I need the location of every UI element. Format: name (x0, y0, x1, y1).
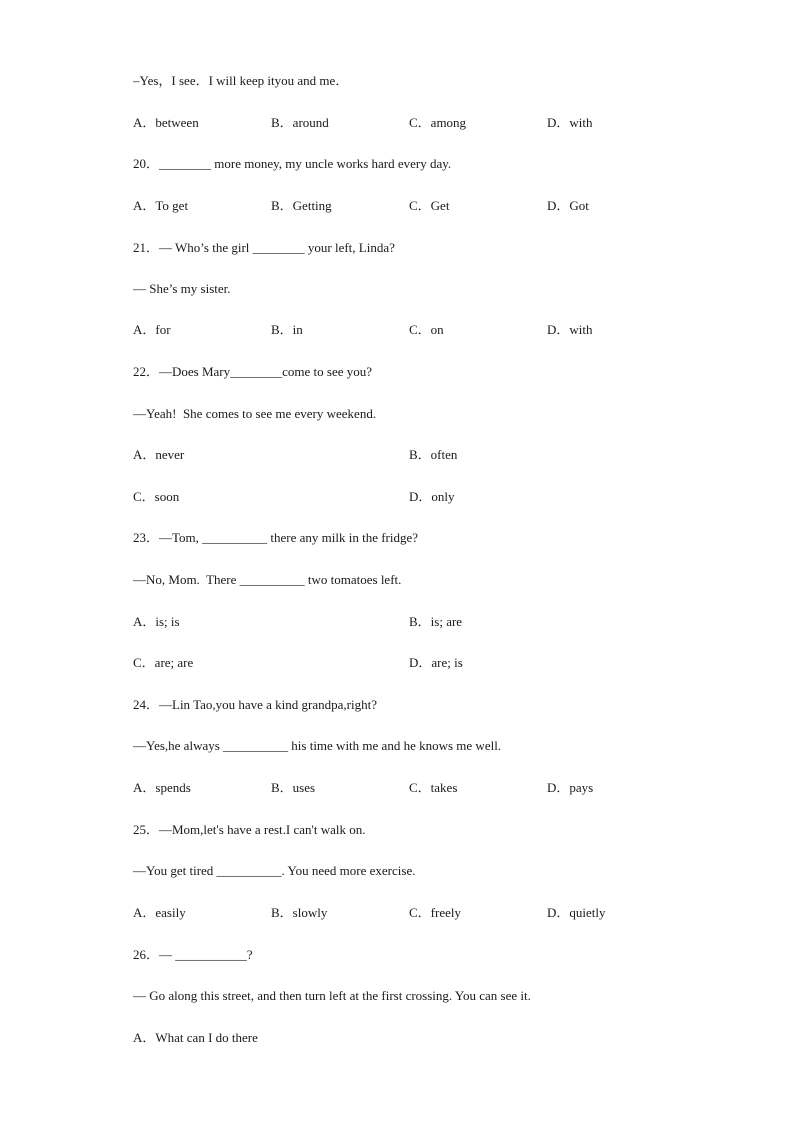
q22-option-d: D．only (409, 489, 455, 504)
q26-stem: 26．— ___________? (133, 947, 253, 962)
q20-option-a: A．To get (133, 198, 189, 213)
q25-option-b: B．slowly (271, 905, 328, 920)
q22-option-a: A．never (133, 447, 185, 462)
q25-option-d: D．quietly (547, 905, 606, 920)
q21-option-d: D．with (547, 322, 593, 337)
q19-option-b: B．around (271, 115, 329, 130)
q24-option-b: B．uses (271, 780, 316, 795)
q21-answer-line: — She’s my sister. (133, 281, 231, 296)
q22-answer-line: —Yeah! She comes to see me every weekend. (133, 406, 377, 421)
q19-answer-line: –Yes，I see．I will keep ityou and me． (133, 73, 349, 88)
q20-option-c: C．Get (409, 198, 450, 213)
q24-stem: 24．—Lin Tao,you have a kind grandpa,right? (133, 697, 377, 712)
q24-option-a: A．spends (133, 780, 191, 795)
q21-stem: 21．— Who’s the girl ________ your left, Linda? (133, 240, 395, 255)
q22-option-c: C．soon (133, 489, 180, 504)
q19-option-c: C．among (409, 115, 467, 130)
q25-stem: 25．—Mom,let's have a rest.I can't walk on. (133, 822, 366, 837)
q25-option-c: C．freely (409, 905, 461, 920)
q24-option-d: D．pays (547, 780, 594, 795)
q26-answer-line: — Go along this street, and then turn left at the first crossing. You can see it. (133, 988, 531, 1003)
q24-answer-line: —Yes,he always __________ his time with me and he knows me well. (133, 738, 502, 753)
q23-option-b: B．is; are (409, 614, 463, 629)
q20-stem: 20．________ more money, my uncle works hard every day. (133, 156, 452, 171)
q21-option-b: B．in (271, 322, 303, 337)
q22-option-b: B．often (409, 447, 458, 462)
q23-option-d: D．are; is (409, 655, 463, 670)
q19-option-d: D．with (547, 115, 593, 130)
q24-option-c: C．takes (409, 780, 458, 795)
q23-answer-line: —No, Mom. There __________ two tomatoes left. (133, 572, 402, 587)
q19-option-a: A．between (133, 115, 199, 130)
q22-stem: 22．—Does Mary________come to see you? (133, 364, 373, 379)
q25-answer-line: —You get tired __________. You need more exercise. (133, 863, 416, 878)
q23-stem: 23．—Tom, __________ there any milk in the fridge? (133, 530, 419, 545)
q21-option-a: A．for (133, 322, 171, 337)
q25-option-a: A．easily (133, 905, 186, 920)
q20-option-b: B．Getting (271, 198, 332, 213)
q21-option-c: C．on (409, 322, 444, 337)
q20-option-d: D．Got (547, 198, 589, 213)
q26-option-a: A．What can I do there (133, 1030, 258, 1045)
q23-option-c: C．are; are (133, 655, 194, 670)
q23-option-a: A．is; is (133, 614, 180, 629)
